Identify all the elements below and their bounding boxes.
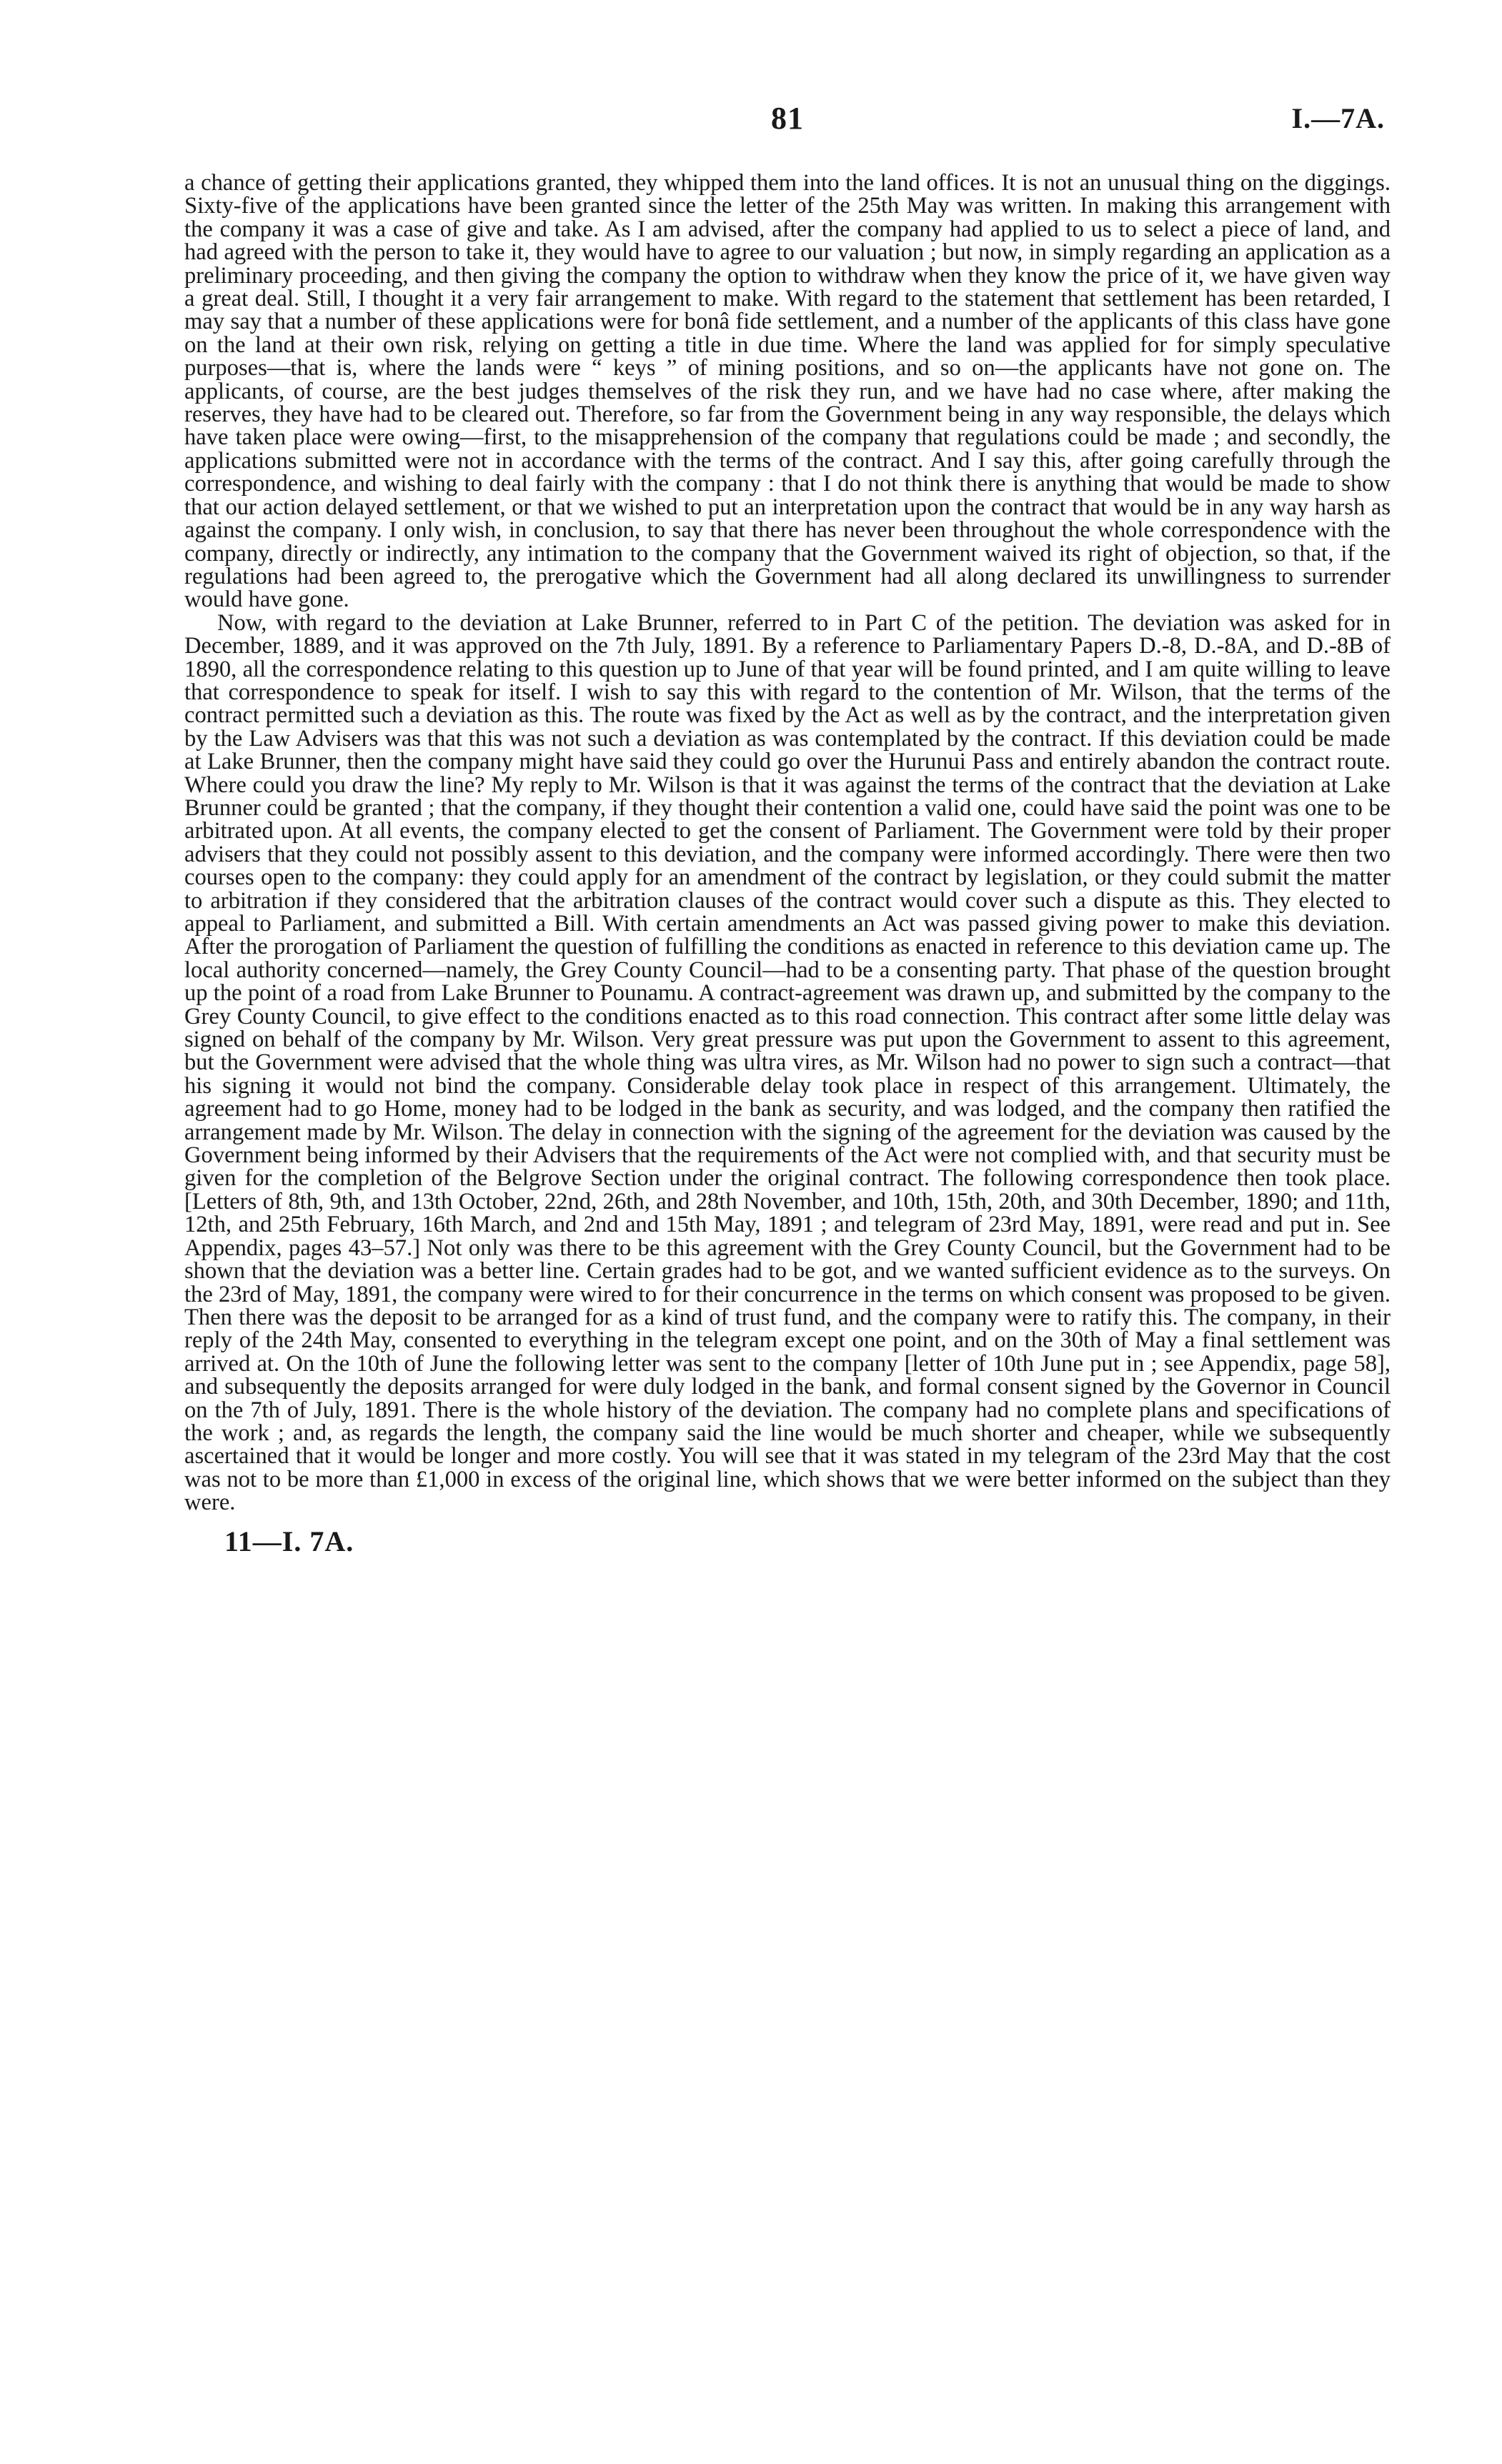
page-header (184, 100, 1391, 150)
document-page (184, 100, 1391, 1558)
sheet-signature: 11—I. 7A. (224, 1525, 354, 1557)
body-text (184, 171, 1391, 1515)
paragraph-1: a chance of getting their applications granted, they whipped them into the land offices. It is not an unusual thing on the diggings. Sixty-five of the applications have been granted since the letter of the 25th May was written. In making this arrangement with the company it was a case of give and take. As I am advised, after the company had applied to us to select a piece of land, and had agreed with the person to take it, they would have to agree to our valuation ; but now, in simply regarding an application as a preliminary proceeding, and then giving the company the option to withdraw when they know the price of it, we have given way a great deal. Still, I thought it a very fair arrangement to make. With regard to the statement that settlement has been retarded, I may say that a number of these applications were for bonâ fide settlement, and a number of the applicants of this class have gone on the land at their own risk, relying on getting a title in due time. Where the land was applied for for simply speculative purposes—that is, where the lands were “ keys ” of mining positions, and so on—the applicants have not gone on. The applicants, of course, are the best judges themselves of the risk they run, and we have had no case where, after making the reserves, they have had to be cleared out. Therefore, so far from the Government being in any way responsible, the delays which have taken place were owing—first, to the misapprehension of the company that regulations could be made ; and secondly, the applications submitted were not in accordance with the terms of the contract. And I say this, after going carefully through the correspondence, and wishing to deal fairly with the company : that I do not think there is anything that would be made to show that our action delayed settlement, or that we wished to put an interpretation upon the contract that would be in any way harsh as against the company. I only wish, in conclusion, to say that there has never been throughout the whole correspondence with the company, directly or indirectly, any intimation to the company that the Government waived its right of objection, so that, if the regulations had been agreed to, the prerogative which the Government had all along declared its unwillingness to surrender would have gone. (184, 170, 1391, 613)
document-reference: I.—7A. (1291, 102, 1385, 134)
page-number: 81 (771, 101, 804, 136)
paragraph-2: Now, with regard to the deviation at Lake Brunner, referred to in Part C of the petition. The deviation was asked for in December, 1889, and it was approved on the 7th July, 1891. By a reference to Parliamentary Papers D.-8, D.-8A, and D.-8B of 1890, all the correspondence relating to this question up to June of that year will be found printed, and I am quite willing to leave that correspondence to speak for itself. I wish to say this with regard to the contention of Mr. Wilson, that the terms of the contract permitted such a deviation as this. The route was fixed by the Act as well as by the contract, and the interpretation given by the Law Advisers was that this was not such a deviation as was contemplated by the contract. If this deviation could be made at Lake Brunner, then the company might have said they could go over the Hurunui Pass and entirely abandon the contract route. Where could you draw the line? My reply to Mr. Wilson is that it was against the terms of the contract that the deviation at Lake Brunner could be granted ; that the company, if they thought their contention a valid one, could have said the point was one to be arbitrated upon. At all events, the company elected to get the consent of Parliament. The Government were told by their proper advisers that they could not possibly assent to this deviation, and the company were informed accordingly. There were then two courses open to the company: they could apply for an amendment of the contract by legislation, or they could submit the matter to arbitration if they considered that the arbitration clauses of the contract would cover such a dispute as this. They elected to appeal to Parliament, and submitted a Bill. With certain amendments an Act was passed giving power to make this deviation. After the prorogation of Parliament the question of fulfilling the conditions as enacted in reference to this deviation came up. The local authority concerned—namely, the Grey County Council—had to be a consenting party. That phase of the question brought up the point of a road from Lake Brunner to Pounamu. A contract-agreement was drawn up, and submitted by the company to the Grey County Council, to give effect to the conditions enacted as to this road connection. This contract after some little delay was signed on behalf of the company by Mr. Wilson. Very great pressure was put upon the Government to assent to this agreement, but the Government were advised that the whole thing was ultra vires, as Mr. Wilson had no power to sign such a contract—that his signing it would not bind the company. Considerable delay took place in respect of this arrangement. Ultimately, the agreement had to go Home, money had to be lodged in the bank as security, and was lodged, and the company then ratified the arrangement made by Mr. Wilson. The delay in connection with the signing of the agreement for the deviation was caused by the Government being informed by their Advisers that the requirements of the Act were not complied with, and that security must be given for the completion of the Belgrove Section under the original contract. The following correspondence then took place. [Letters of 8th, 9th, and 13th October, 22nd, 26th, and 28th November, and 10th, 15th, 20th, and 30th December, 1890; and 11th, 12th, and 25th February, 16th March, and 2nd and 15th May, 1891 ; and telegram of 23rd May, 1891, were read and put in. See Appendix, pages 43–57.] Not only was there to be this agreement with the Grey County Council, but the Government had to be shown that the deviation was a better line. Certain grades had to be got, and we wanted sufficient evidence as to the surveys. On the 23rd of May, 1891, the company were wired to for their concurrence in the terms on which consent was proposed to be given. Then there was the deposit to be arranged for as a kind of trust fund, and the company were to ratify this. The company, in their reply of the 24th May, consented to everything in the telegram except one point, and on the 30th of May a final settlement was arrived at. On the 10th of June the following letter was sent to the company [letter of 10th June put in ; see Appendix, page 58], and subsequently the deposits arranged for were duly lodged in the bank, and formal consent signed by the Governor in Council on the 7th of July, 1891. There is the whole history of the deviation. The company had no complete plans and specifications of the work ; and, as regards the length, the company said the line would be much shorter and cheaper, while we subsequently ascertained that it would be longer and more costly. You will see that it was stated in my telegram of the 23rd May that the cost was not to be more than £1,000 in excess of the original line, which shows that we were better informed on the subject than they were. (184, 609, 1391, 1516)
